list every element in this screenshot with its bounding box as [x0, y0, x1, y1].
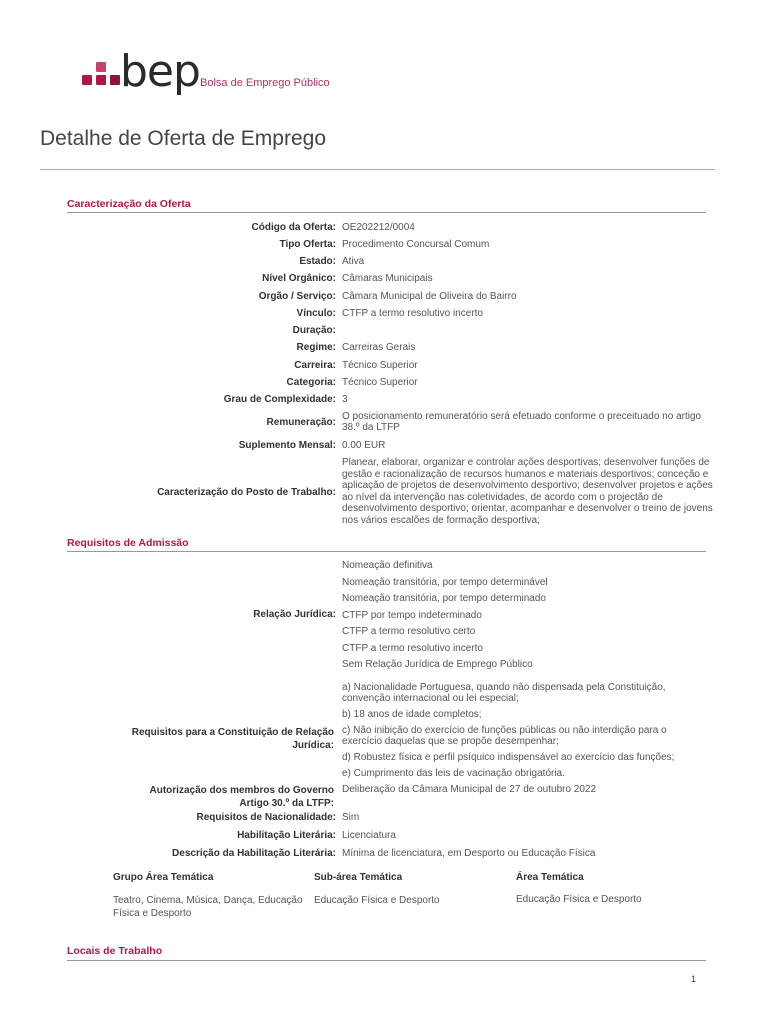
list-item: Nomeação transitória, por tempo determinável — [342, 576, 548, 588]
page-title: Detalhe de Oferta de Emprego — [40, 127, 327, 150]
field-label: Grau de Complexidade: — [223, 394, 336, 405]
field-label: Suplemento Mensal: — [238, 440, 336, 451]
field-value: CTFP a termo resolutivo incerto — [342, 308, 483, 319]
field-label: Regime: — [296, 342, 336, 353]
field-label: Remuneração: — [266, 417, 336, 428]
field-value: Sim — [342, 812, 360, 823]
logo-subtitle: Bolsa de Emprego Público — [200, 77, 330, 89]
table-header-area: Área Temática — [516, 872, 584, 883]
section-divider — [67, 960, 706, 961]
list-item: b) 18 anos de idade completos; — [342, 709, 482, 720]
table-cell-grupo: Teatro, Cinema, Música, Dança, Educação Física e Desporto — [113, 895, 303, 919]
list-item: Sem Relação Jurídica de Emprego Público — [342, 659, 533, 670]
field-label: Vínculo: — [296, 308, 336, 319]
field-label: Nível Orgânico: — [262, 273, 336, 284]
table-cell-subarea: Educação Física e Desporto — [314, 895, 440, 906]
table-header-subarea: Sub-área Temática — [314, 872, 403, 883]
field-label: Relação Jurídica: — [253, 609, 336, 620]
field-value: Ativa — [342, 256, 365, 267]
field-value: Câmara Municipal de Oliveira do Bairro — [342, 291, 517, 302]
constituicao-list — [342, 682, 702, 784]
relacao-list — [342, 560, 718, 676]
list-item: Nomeação transitória, por tempo determinado — [342, 593, 546, 604]
field-value: Técnico Superior — [342, 377, 418, 388]
list-item: CTFP a termo resolutivo certo — [342, 626, 476, 637]
list-item: CTFP por tempo indeterminado — [342, 609, 482, 621]
list-item: c) Não inibição do exercício de funções públicas ou não interdição para o exercício daquelas que se propõe desempenhar; — [342, 725, 667, 747]
field-label: Autorização dos membros do Governo Artigo 30.º da LTFP: — [149, 785, 334, 809]
field-value: 0.00 EUR — [342, 440, 386, 451]
list-item: CTFP a termo resolutivo incerto — [342, 642, 483, 654]
section-title-locais: Locais de Trabalho — [67, 945, 163, 957]
field-value: Carreiras Gerais — [342, 342, 416, 353]
field-label: Carreira: — [294, 360, 336, 371]
page-number: 1 — [691, 974, 697, 984]
title-divider — [40, 169, 715, 170]
logo-word: bep — [120, 46, 200, 97]
field-value: O posicionamento remuneratório será efetuado conforme o preceituado no artigo 38.º da LTFP — [342, 411, 702, 433]
section-divider — [67, 551, 706, 552]
field-label: Código da Oferta: — [251, 222, 336, 233]
field-label: Duração: — [292, 325, 336, 336]
field-label: Estado: — [299, 256, 336, 267]
field-value: 3 — [342, 394, 348, 405]
table-cell-area: Educação Física e Desporto — [516, 894, 642, 905]
table-header-grupo: Grupo Área Temática — [113, 872, 214, 883]
field-value: Procedimento Concursal Comum — [342, 239, 490, 250]
field-label: Requisitos de Nacionalidade: — [196, 812, 336, 823]
logo-squares-icon — [82, 56, 122, 96]
field-label: Categoria: — [286, 377, 336, 388]
list-item: d) Robustez física e perfil psíquico indispensável ao exercício das funções; — [342, 752, 675, 763]
field-label: Descrição da Habilitação Literária: — [172, 848, 336, 859]
field-label: Caracterização do Posto de Trabalho: — [157, 487, 336, 498]
field-value: Deliberação da Câmara Municipal de 27 de outubro 2022 — [342, 784, 597, 795]
field-label: Habilitação Literária: — [237, 830, 336, 841]
field-value: Câmaras Municipais — [342, 273, 433, 284]
section-title-requisitos: Requisitos de Admissão — [67, 537, 189, 549]
list-item: e) Cumprimento das leis de vacinação obrigatória. — [342, 768, 565, 779]
list-item: Nomeação definitiva — [342, 560, 433, 571]
field-value: Técnico Superior — [342, 360, 418, 371]
field-label: Requisitos para a Constituição de Relação Jurídica: — [131, 727, 334, 751]
field-value: Mínima de licenciatura, em Desporto ou Educação Física — [342, 848, 596, 859]
field-value: OE202212/0004 — [342, 222, 415, 233]
section-title-caracterizacao: Caracterização da Oferta — [67, 198, 191, 210]
field-value: Licenciatura — [342, 830, 396, 841]
list-item: a) Nacionalidade Portuguesa, quando não dispensada pela Constituição, convenção internacional ou lei especial; — [342, 682, 666, 704]
section-divider — [67, 212, 706, 213]
field-value: Planear, elaborar, organizar e controlar ações desportivas; desenvolver funções de gestão e racionalização de recursos humanos e materiais desportivos; conceção e aplicação de projetos de desenvolvimento desportivo; desenvolver projetos e ações ao nível da intervenção nas coletividades, de acordo com o projectão de desenvolvimento desportivo; orientar, acompanhar e desenvolver o treino de jovens nos vários escalões de formação desportiva; — [342, 457, 713, 526]
field-label: Tipo Oferta: — [279, 239, 336, 250]
field-label: Orgão / Serviço: — [258, 291, 336, 302]
